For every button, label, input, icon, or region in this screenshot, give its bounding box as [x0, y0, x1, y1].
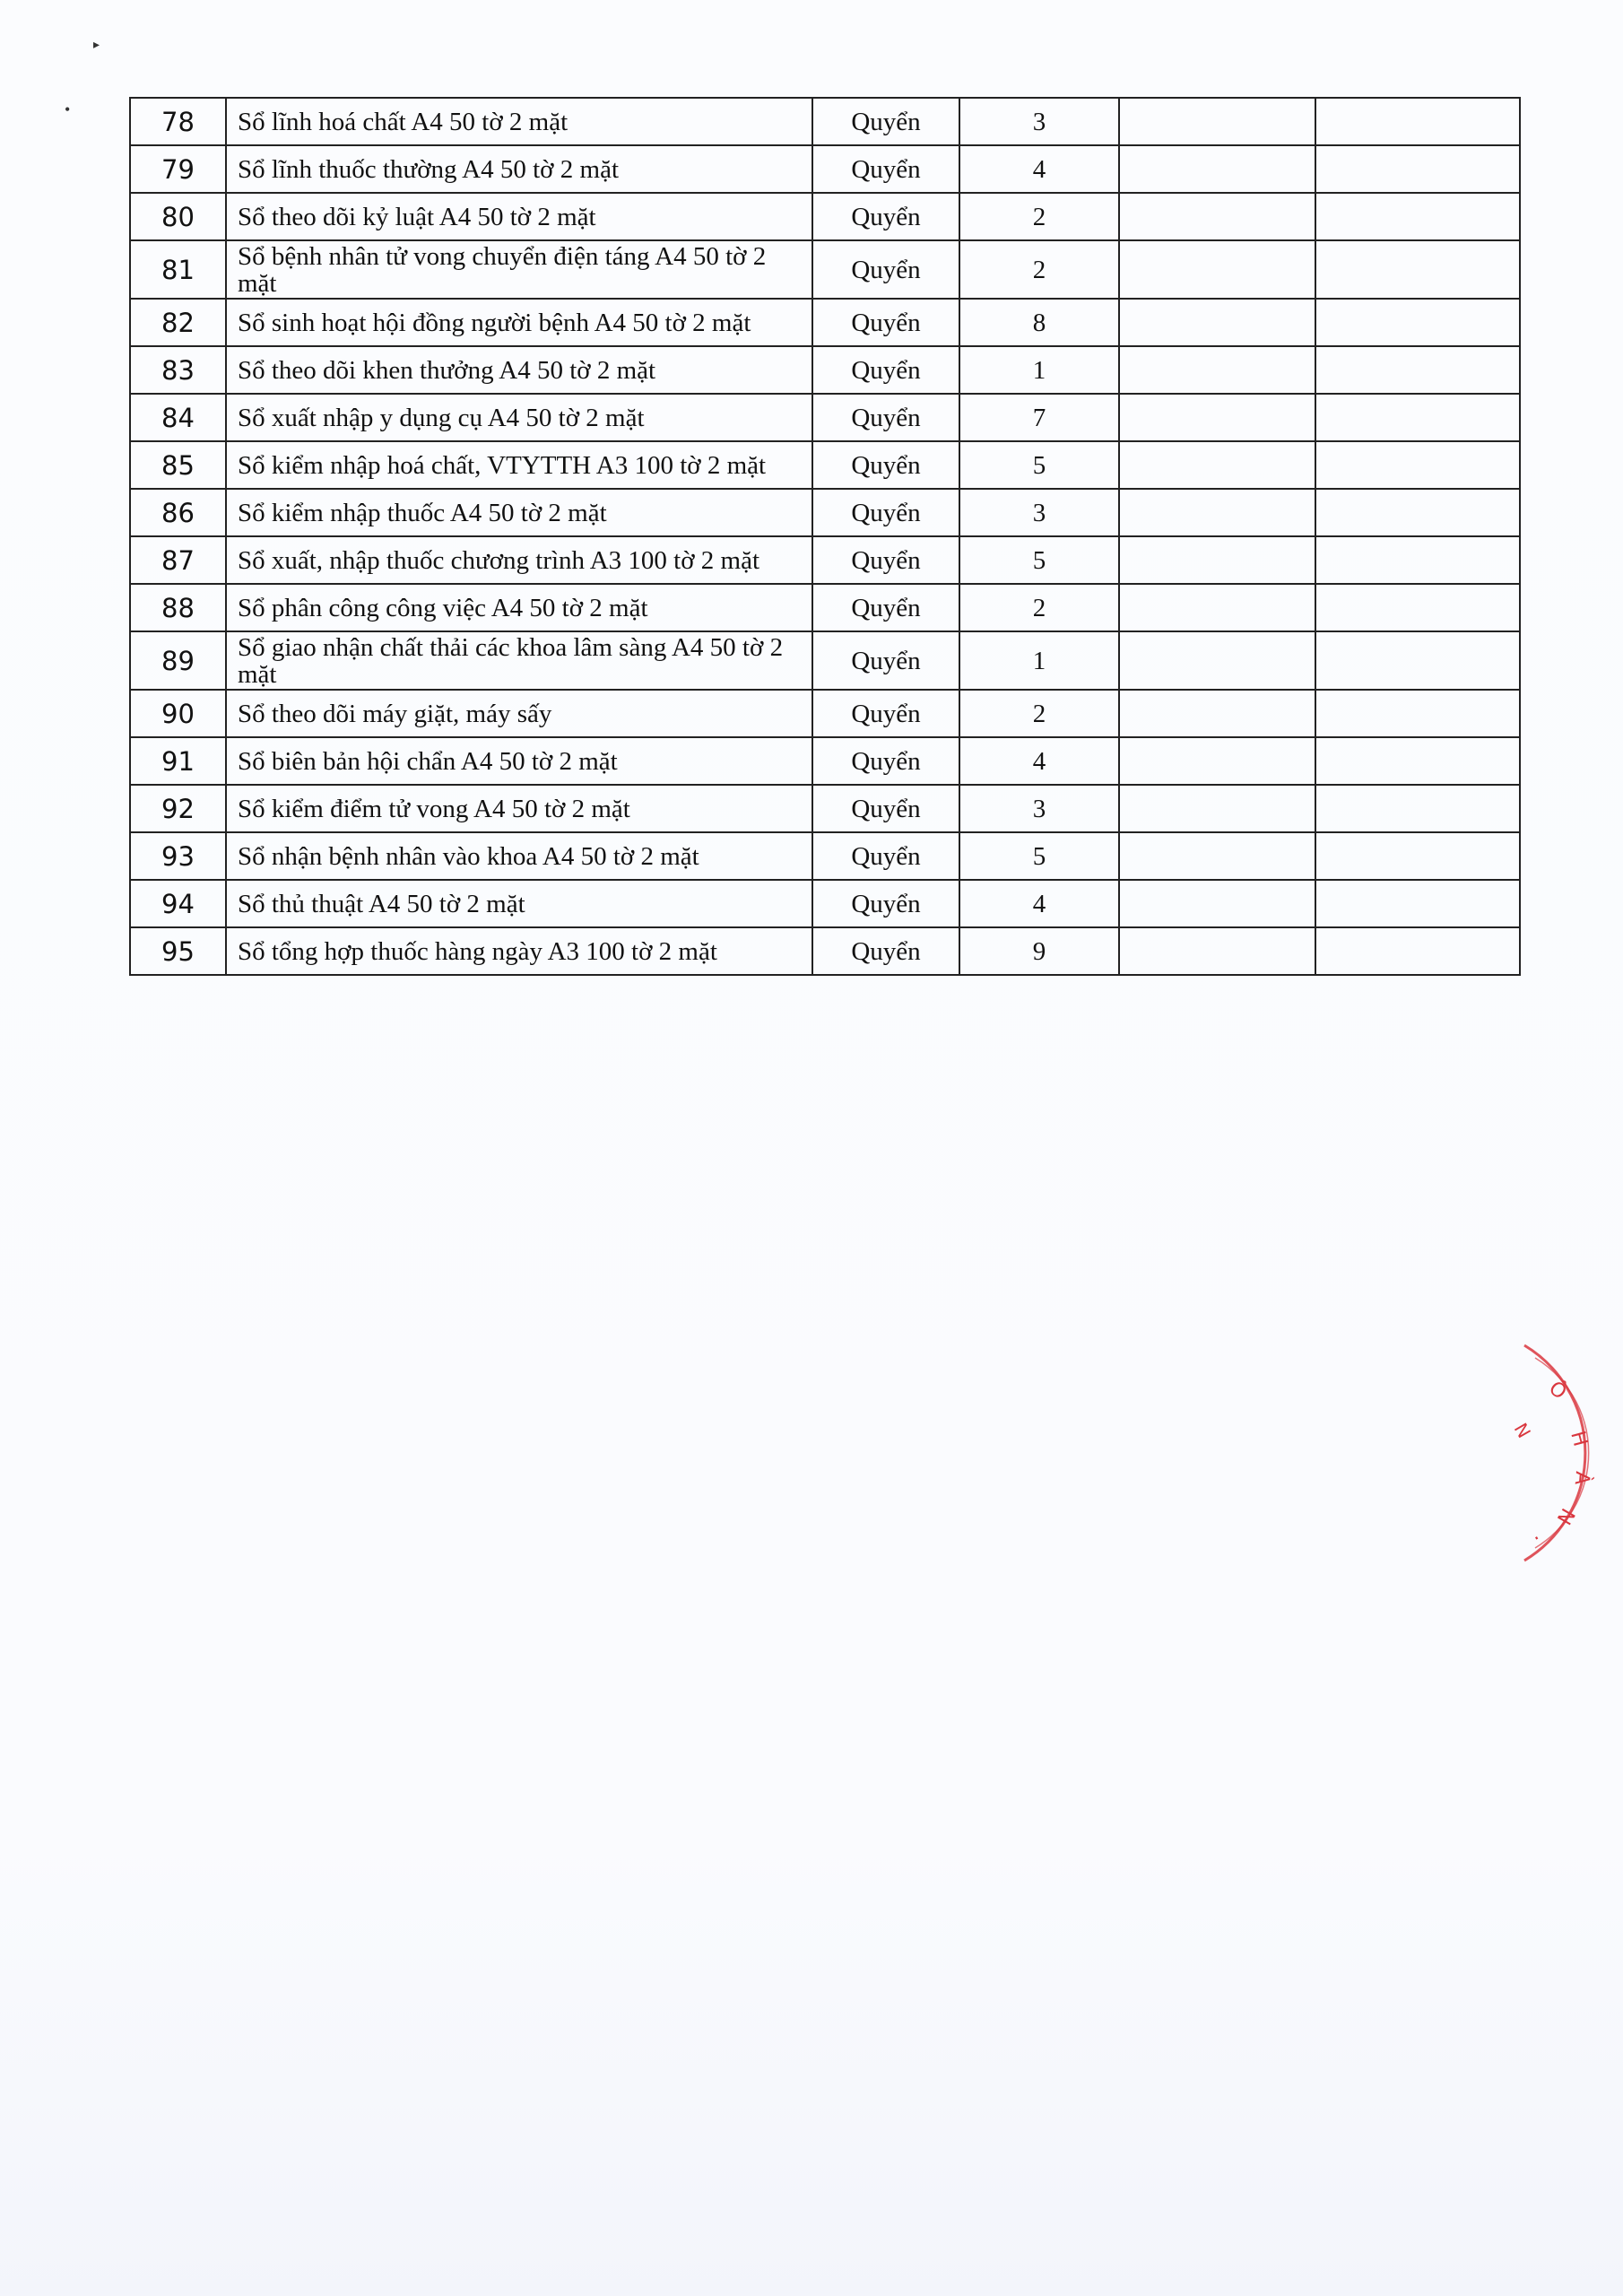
empty-cell	[1315, 880, 1520, 927]
table-row	[130, 880, 1520, 927]
row-number: 88	[130, 584, 226, 631]
table-row	[130, 690, 1520, 737]
item-quantity: 2	[959, 584, 1119, 631]
table-row	[130, 394, 1520, 441]
table-row	[130, 832, 1520, 880]
item-quantity: 4	[959, 145, 1119, 193]
item-quantity: 2	[959, 193, 1119, 240]
item-quantity: 2	[959, 690, 1119, 737]
scan-artifact: •	[65, 100, 71, 118]
empty-cell	[1315, 98, 1520, 145]
empty-cell	[1315, 240, 1520, 299]
empty-cell	[1315, 832, 1520, 880]
item-quantity: 8	[959, 299, 1119, 346]
item-name: Sổ sinh hoạt hội đồng người bệnh A4 50 tờ 2 mặt	[226, 299, 812, 346]
empty-cell	[1119, 394, 1315, 441]
item-name: Sổ theo dõi kỷ luật A4 50 tờ 2 mặt	[226, 193, 812, 240]
row-number: 79	[130, 145, 226, 193]
item-quantity: 5	[959, 832, 1119, 880]
scan-artifact: ▸	[93, 39, 100, 52]
row-number: 95	[130, 927, 226, 975]
empty-cell	[1315, 441, 1520, 489]
empty-cell	[1119, 536, 1315, 584]
empty-cell	[1315, 631, 1520, 690]
item-name: Sổ xuất, nhập thuốc chương trình A3 100 tờ 2 mặt	[226, 536, 812, 584]
item-quantity: 7	[959, 394, 1119, 441]
empty-cell	[1119, 690, 1315, 737]
empty-cell	[1315, 489, 1520, 536]
empty-cell	[1119, 145, 1315, 193]
empty-cell	[1119, 441, 1315, 489]
row-number: 87	[130, 536, 226, 584]
table-row	[130, 631, 1520, 690]
row-number: 83	[130, 346, 226, 394]
svg-text:Ô: Ô	[1544, 1377, 1571, 1405]
item-quantity: 2	[959, 240, 1119, 299]
table-row	[130, 98, 1520, 145]
empty-cell	[1119, 631, 1315, 690]
row-number: 86	[130, 489, 226, 536]
empty-cell	[1119, 927, 1315, 975]
empty-cell	[1315, 145, 1520, 193]
row-number: 90	[130, 690, 226, 737]
empty-cell	[1119, 737, 1315, 785]
item-unit: Quyển	[812, 441, 959, 489]
row-number: 84	[130, 394, 226, 441]
item-quantity: 3	[959, 98, 1119, 145]
item-name: Sổ tổng hợp thuốc hàng ngày A3 100 tờ 2 mặt	[226, 927, 812, 975]
item-name: Sổ bệnh nhân tử vong chuyển điện táng A4 50 tờ 2 mặt	[226, 240, 812, 299]
item-name: Sổ giao nhận chất thải các khoa lâm sàng A4 50 tờ 2 mặt	[226, 631, 812, 690]
empty-cell	[1119, 584, 1315, 631]
empty-cell	[1119, 880, 1315, 927]
table-row	[130, 346, 1520, 394]
empty-cell	[1315, 299, 1520, 346]
table-row	[130, 441, 1520, 489]
item-unit: Quyển	[812, 690, 959, 737]
item-name: Sổ nhận bệnh nhân vào khoa A4 50 tờ 2 mặt	[226, 832, 812, 880]
item-quantity: 4	[959, 737, 1119, 785]
empty-cell	[1119, 346, 1315, 394]
item-unit: Quyển	[812, 785, 959, 832]
empty-cell	[1119, 98, 1315, 145]
item-name: Sổ phân công công việc A4 50 tờ 2 mặt	[226, 584, 812, 631]
item-name: Sổ biên bản hội chẩn A4 50 tờ 2 mặt	[226, 737, 812, 785]
svg-text:N: N	[1551, 1504, 1579, 1528]
item-quantity: 3	[959, 489, 1119, 536]
empty-cell	[1315, 193, 1520, 240]
item-quantity: 5	[959, 536, 1119, 584]
item-unit: Quyển	[812, 346, 959, 394]
item-quantity: 9	[959, 927, 1119, 975]
empty-cell	[1119, 785, 1315, 832]
row-number: 91	[130, 737, 226, 785]
table-row	[130, 240, 1520, 299]
item-unit: Quyển	[812, 145, 959, 193]
row-number: 78	[130, 98, 226, 145]
empty-cell	[1119, 193, 1315, 240]
item-quantity: 3	[959, 785, 1119, 832]
row-number: 92	[130, 785, 226, 832]
svg-text:À: À	[1569, 1470, 1593, 1486]
item-name: Sổ theo dõi khen thưởng A4 50 tờ 2 mặt	[226, 346, 812, 394]
red-seal-stamp	[1488, 1327, 1623, 1578]
item-name: Sổ kiểm nhập hoá chất, VTYTTH A3 100 tờ 2 mặt	[226, 441, 812, 489]
row-number: 85	[130, 441, 226, 489]
item-unit: Quyển	[812, 489, 959, 536]
item-unit: Quyển	[812, 299, 959, 346]
item-unit: Quyển	[812, 98, 959, 145]
row-number: 89	[130, 631, 226, 690]
table-body	[130, 98, 1520, 975]
item-name: Sổ kiểm điểm tử vong A4 50 tờ 2 mặt	[226, 785, 812, 832]
item-unit: Quyển	[812, 737, 959, 785]
table-row	[130, 785, 1520, 832]
item-name: Sổ lĩnh thuốc thường A4 50 tờ 2 mặt	[226, 145, 812, 193]
item-name: Sổ thủ thuật A4 50 tờ 2 mặt	[226, 880, 812, 927]
item-name: Sổ kiểm nhập thuốc A4 50 tờ 2 mặt	[226, 489, 812, 536]
empty-cell	[1119, 832, 1315, 880]
table-row	[130, 299, 1520, 346]
empty-cell	[1119, 489, 1315, 536]
table-row	[130, 489, 1520, 536]
empty-cell	[1119, 299, 1315, 346]
item-unit: Quyển	[812, 394, 959, 441]
empty-cell	[1119, 240, 1315, 299]
row-number: 94	[130, 880, 226, 927]
item-unit: Quyển	[812, 832, 959, 880]
table-row	[130, 536, 1520, 584]
svg-text:.: .	[1530, 1530, 1548, 1553]
empty-cell	[1315, 394, 1520, 441]
item-name: Sổ theo dõi máy giặt, máy sấy	[226, 690, 812, 737]
table-row	[130, 193, 1520, 240]
table-row	[130, 737, 1520, 785]
item-name: Sổ xuất nhập y dụng cụ A4 50 tờ 2 mặt	[226, 394, 812, 441]
item-unit: Quyển	[812, 193, 959, 240]
item-quantity: 1	[959, 631, 1119, 690]
item-unit: Quyển	[812, 584, 959, 631]
item-unit: Quyển	[812, 631, 959, 690]
table-row	[130, 927, 1520, 975]
supply-list-table	[129, 97, 1521, 976]
item-unit: Quyển	[812, 240, 959, 299]
row-number: 82	[130, 299, 226, 346]
empty-cell	[1315, 536, 1520, 584]
row-number: 93	[130, 832, 226, 880]
item-quantity: 5	[959, 441, 1119, 489]
item-unit: Quyển	[812, 880, 959, 927]
item-quantity: 4	[959, 880, 1119, 927]
empty-cell	[1315, 690, 1520, 737]
table-row	[130, 145, 1520, 193]
item-unit: Quyển	[812, 536, 959, 584]
empty-cell	[1315, 584, 1520, 631]
empty-cell	[1315, 927, 1520, 975]
item-quantity: 1	[959, 346, 1119, 394]
item-unit: Quyển	[812, 927, 959, 975]
svg-text:H: H	[1566, 1429, 1592, 1449]
empty-cell	[1315, 785, 1520, 832]
row-number: 81	[130, 240, 226, 299]
table-row	[130, 584, 1520, 631]
item-name: Sổ lĩnh hoá chất A4 50 tờ 2 mặt	[226, 98, 812, 145]
empty-cell	[1315, 737, 1520, 785]
svg-text:N: N	[1509, 1419, 1535, 1442]
row-number: 80	[130, 193, 226, 240]
empty-cell	[1315, 346, 1520, 394]
